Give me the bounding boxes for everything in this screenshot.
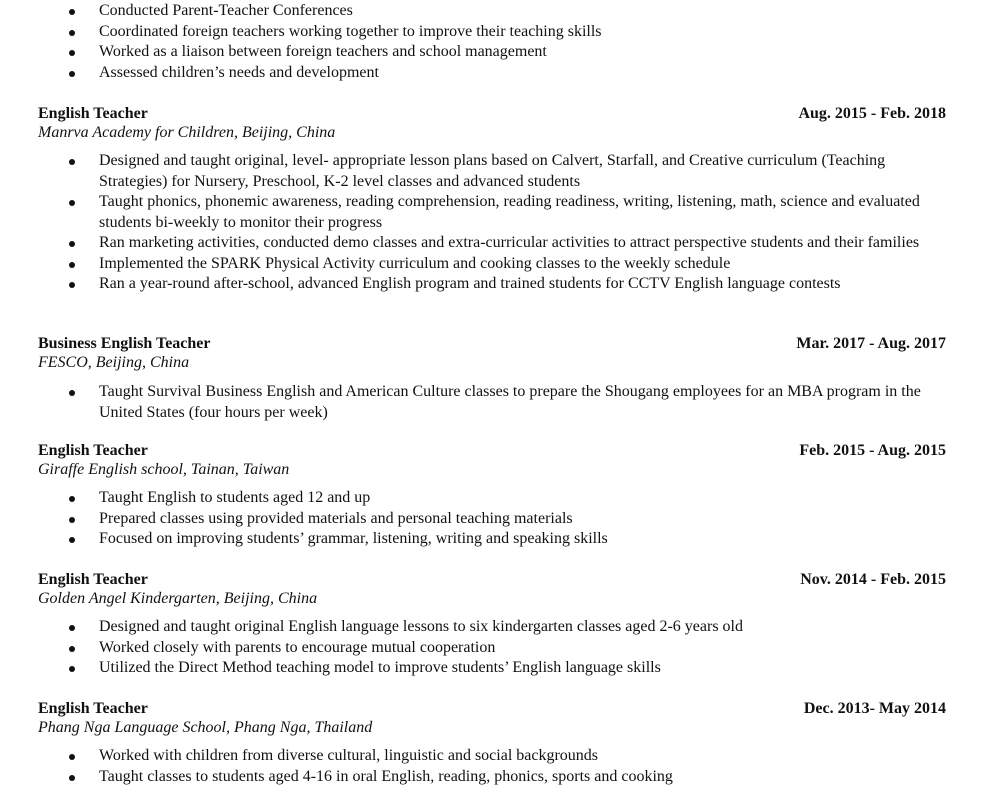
duty-text: Utilized the Direct Method teaching model to improve students’ English language skills [99,659,661,676]
list-item [0,1,954,22]
list-item [0,22,954,43]
job-dates: Mar. 2017 - Aug. 2017 [796,335,946,352]
job-organization: Phang Nga Language School, Phang Nga, Thailand [38,719,373,736]
bullet-icon [69,282,75,288]
bullet-icon [69,71,75,77]
bullet-icon [69,390,75,396]
bullet-icon [69,200,75,206]
bullet-icon [69,775,75,781]
bullet-icon [69,9,75,15]
job-title: English Teacher [38,571,148,588]
job-duties [0,617,954,679]
list-item [0,151,954,192]
list-item [0,63,954,84]
duty-text: Taught phonics, phonemic awareness, reading comprehension, reading readiness, writing, listening, math, science and evaluated students bi-weekly to monitor their progress [99,193,920,231]
list-item [0,617,954,638]
bullet-icon [69,625,75,631]
duty-text: Assessed children’s needs and development [99,63,379,81]
job-dates: Feb. 2015 - Aug. 2015 [799,442,946,459]
job-duties [0,382,954,423]
job-organization: Golden Angel Kindergarten, Beijing, China [38,590,318,607]
duty-text: Taught English to students aged 12 and up [99,489,371,506]
job-header [0,104,1000,124]
job-title: English Teacher [38,105,148,122]
duty-text: Coordinated foreign teachers working together to improve their teaching skills [99,22,602,40]
duty-text: Focused on improving students’ grammar, listening, writing and speaking skills [99,530,608,547]
job-dates: Dec. 2013- May 2014 [803,700,946,717]
job-organization: Giraffe English school, Tainan, Taiwan [38,461,290,478]
duty-text: Designed and taught original, level- appropriate lesson plans based on Calvert, Starfall, and Creative curriculum (Teaching Strategies) for Nursery, Preschool, K-2 level classes and advanced students [99,152,886,190]
bullet-icon [69,159,75,165]
job-entry [0,104,1000,292]
job-title: English Teacher [38,442,148,459]
list-item [0,382,954,423]
list-item [0,767,954,788]
job-entry [0,570,1000,676]
bullet-icon [69,646,75,652]
job-entry [0,699,1000,785]
duty-text: Designed and taught original English language lessons to six kindergarten classes aged 2-6 years old [99,618,743,635]
list-item [0,509,954,530]
job-header [0,334,1000,354]
bullet-icon [69,241,75,247]
duty-text: Ran marketing activities, conducted demo classes and extra-curricular activities to attract perspective students and their families [99,234,920,251]
job-header [0,441,1000,461]
list-item [0,746,954,767]
list-item [0,254,954,275]
duty-text: Taught Survival Business English and American Culture classes to prepare the Shougang employees for an MBA program in the United States (four hours per week) [99,383,921,421]
bullet-icon [69,666,75,672]
bullet-icon [69,262,75,268]
job-duties [0,151,954,295]
duty-text: Conducted Parent-Teacher Conferences [99,2,353,19]
job-header [0,699,1000,719]
list-item [0,192,954,233]
bullet-icon [69,30,75,36]
duty-text: Prepared classes using provided materials and personal teaching materials [99,509,573,527]
job-header [0,570,1000,590]
duty-text: Worked as a liaison between foreign teachers and school management [99,43,547,60]
job-organization: Manrva Academy for Children, Beijing, China [38,124,336,141]
list-item [0,233,954,254]
previous-job-duties [0,1,954,83]
job-title: Business English Teacher [38,335,211,352]
list-item [0,274,954,295]
duty-text: Worked with children from diverse cultural, linguistic and social backgrounds [99,747,599,764]
job-entry [0,441,1000,547]
duty-text: Implemented the SPARK Physical Activity curriculum and cooking classes to the weekly schedule [99,254,731,272]
job-dates: Aug. 2015 - Feb. 2018 [798,105,946,122]
duty-text: Taught classes to students aged 4-16 in oral English, reading, phonics, sports and cooking [99,767,673,785]
list-item [0,529,954,550]
bullet-icon [69,50,75,56]
job-entry [0,334,1000,421]
job-duties [0,746,954,787]
bullet-icon [69,537,75,543]
bullet-icon [69,517,75,523]
duty-text: Worked closely with parents to encourage mutual cooperation [99,638,496,656]
list-item [0,42,954,63]
list-item [0,638,954,659]
bullet-icon [69,754,75,760]
job-title: English Teacher [38,700,148,717]
job-duties [0,488,954,550]
job-organization: FESCO, Beijing, China [38,354,190,371]
job-dates: Nov. 2014 - Feb. 2015 [800,571,946,588]
list-item [0,488,954,509]
bullet-icon [69,496,75,502]
duty-text: Ran a year-round after-school, advanced English program and trained students for CCTV English language contests [99,275,841,292]
list-item [0,658,954,679]
